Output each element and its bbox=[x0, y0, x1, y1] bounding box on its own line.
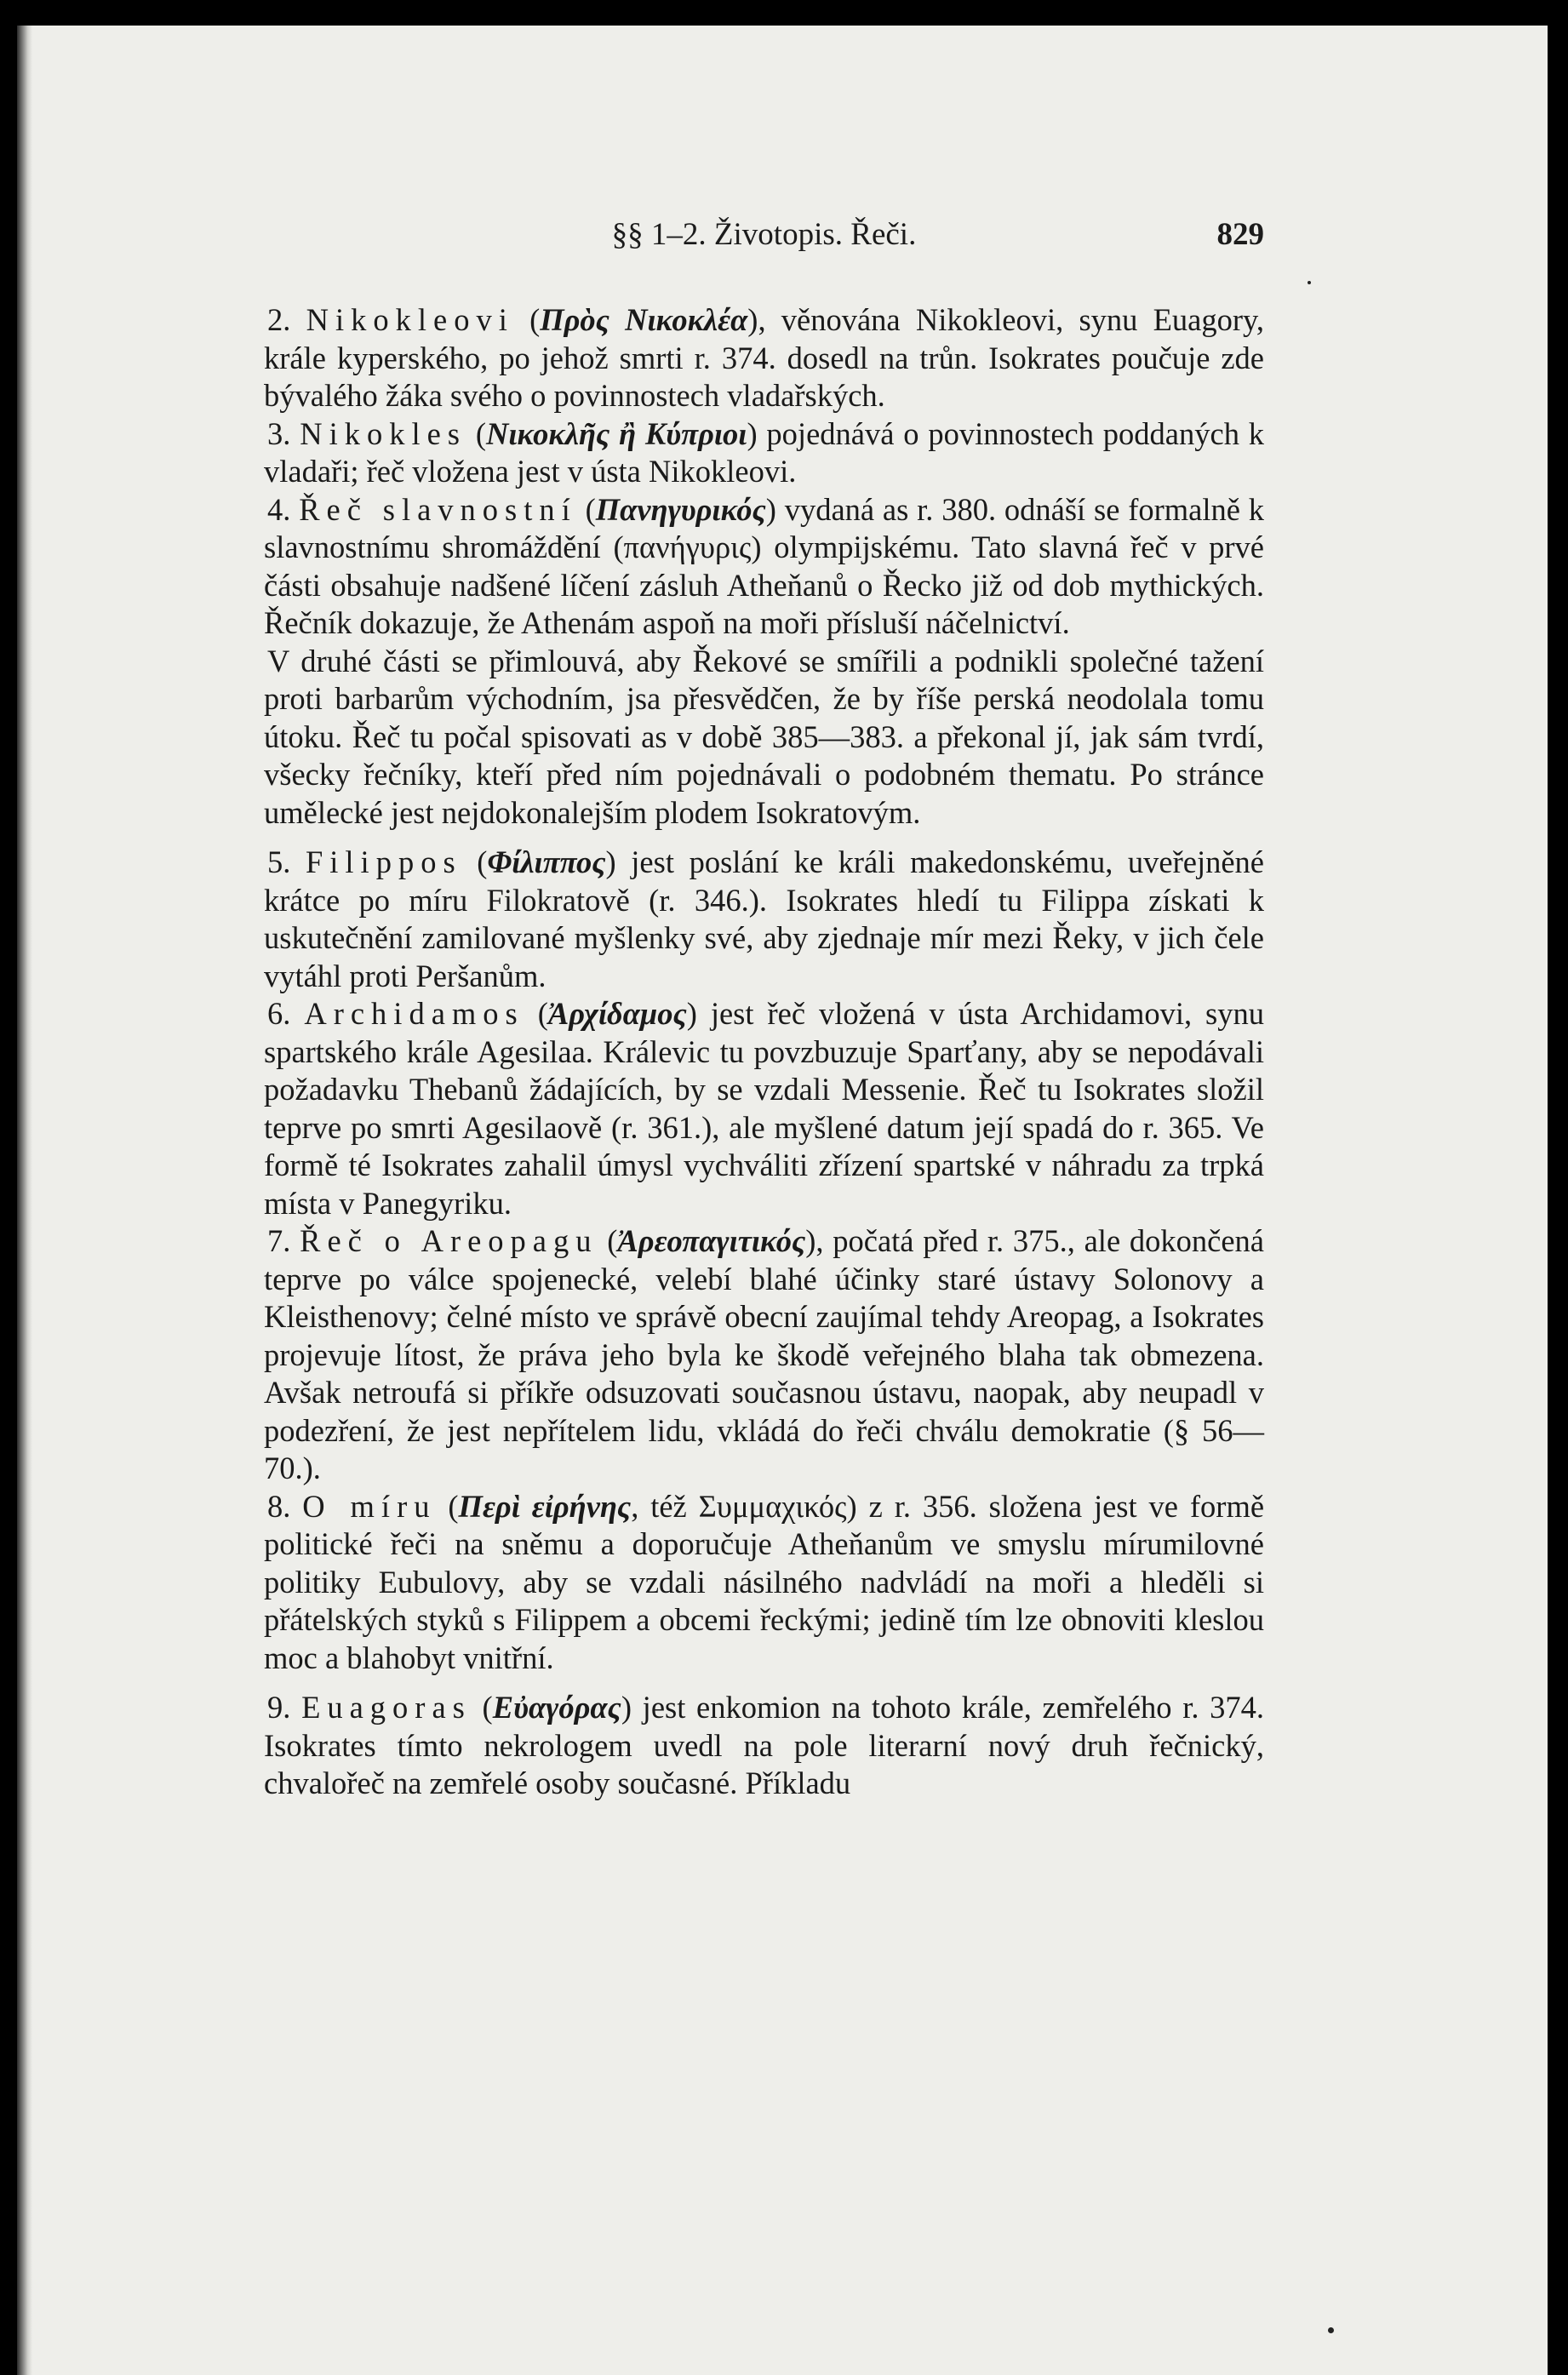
entry-title: Filippos bbox=[305, 844, 462, 879]
running-head: §§ 1–2. Životopis. Řeči. bbox=[611, 217, 917, 252]
body-text bbox=[264, 301, 1264, 1803]
entry-greek-title: Περὶ εἰρήνης bbox=[458, 1488, 632, 1524]
page-header bbox=[264, 216, 1264, 259]
entry-text: jest enkomion na tohoto krále, zemřelého r. 374. Isokrates tímto nekrologem uvedl na pole literarní nový druh řečnický, chvalořeč na zemřelé osoby současné. Příkladu bbox=[264, 1690, 1265, 1800]
entry-text: , počatá před r. 375., ale dokončená teprve po válce spojenecké, velebí blahé účinky staré ústavy Solonovy a Kleisthenovy; čelné místo ve správě obecní zaujímal tehdy Areopag, a Isokrates projevuje lítost, že práva jeho byla ke škodě veřejného blaha tak obmezena. Avšak netroufá si příkře odsuzovati současnou ústavu, naopak, aby neupadl v podezření, že jest nepřítelem lidu, vkládá do řeči chválu demokratie (§ 56—70.). bbox=[264, 1223, 1264, 1485]
entry-greek-title: Φίλιππος bbox=[487, 844, 606, 879]
entry-greek-title: Πρὸς Νικοκλέα bbox=[540, 302, 748, 337]
entry-number: 2. bbox=[267, 302, 291, 337]
entry-paragraph: 9. Euagoras (Εὐαγόρας) jest enkomion na tohoto krále, zemřelého r. 374. Isokrates tímto nekrologem uvedl na pole literarní nový druh řečnický, chvalořeč na zemřelé osoby současné. Příkladu bbox=[264, 1690, 1265, 1800]
entry-text: jest řeč vložená v ústa Archidamovi, synu spartského krále Agesilaa. Králevic tu povzbuzuje Sparťany, aby se nepodávali požadavku Thebanů žádajících, by se vzdali Messenie. Řeč tu Isokrates složil teprve po smrti Agesilaově (r. 361.), ale myšlené datum její spadá do r. 365. Ve formě té Isokrates zahalil úmysl vychváliti zřízení spartské v náhradu za trpká místa v Panegyriku. bbox=[264, 996, 1265, 1221]
entry-number: 6. bbox=[267, 996, 291, 1031]
entry-number: 4. bbox=[267, 491, 291, 527]
entry-paragraph: 8. O míru (Περὶ εἰρήνης, též Συμμαχικός) z r. 356. složena jest ve formě politické řeči na sněmu a doporučuje Atheňanům ve smyslu mírumilovné politiky Eubulovy, aby se vzdali násilného nadvládí na moři a hleděli si přátelských styků s Filippem a obcemi řeckými; jedině tím lze obnoviti kleslou moc a blahobyt vnitřní. bbox=[264, 1488, 1265, 1675]
entry-number: 3. bbox=[267, 415, 291, 451]
entry-text: , též Συμμαχικός) z r. 356. složena jest ve formě politické řeči na sněmu a doporučuje Atheňanům ve smyslu mírumilovné politiky Eubulovy, aby se vzdali násilného nadvládí na moři a hleděli si přátelských styků s Filippem a obcemi řeckými; jedině tím lze obnoviti kleslou moc a blahobyt vnitřní. bbox=[264, 1488, 1265, 1675]
entry-title: Euagoras bbox=[301, 1690, 472, 1725]
entry-title: Archidamos bbox=[304, 996, 524, 1031]
entry-greek-title: Πανηγυρικός bbox=[595, 491, 766, 527]
entry-greek-title: Εὐαγόρας bbox=[492, 1690, 621, 1725]
entry-paragraph: 7. Řeč o Areopagu (Ἀρεοπαγιτικός), počatá před r. 375., ale dokončená teprve po válce spojenecké, velebí blahé účinky staré ústavy Solonovy a Kleisthenovy; čelné místo ve správě obecní zaujímal tehdy Areopag, a Isokrates projevuje lítost, že práva jeho byla ke škodě veřejného blaha tak obmezena. Avšak netroufá si příkře odsuzovati současnou ústavu, naopak, aby neupadl v podezření, že jest nepřítelem lidu, vkládá do řeči chválu demokratie (§ 56—70.). bbox=[264, 1223, 1264, 1485]
entry-number: 7. bbox=[267, 1223, 291, 1258]
entry-text: vydaná as r. 380. odnáší se formalně k slavnostnímu shromáždění (πανήγυρις) olympijskému. Tato slavná řeč v prvé části obsahuje nadšené líčení zásluh Atheňanů o Řecko již od dob mythických. Řečník dokazuje, že Athenám aspoň na moři přísluší náčelnictví. bbox=[264, 491, 1265, 640]
entry-title: Řeč o Areopagu bbox=[300, 1223, 598, 1258]
entry-number: 5. bbox=[267, 844, 291, 879]
entry-greek-title: Ἀρεοπαγιτικός bbox=[617, 1223, 806, 1258]
entry-paragraph: 6. Archidamos (Ἀρχίδαμος) jest řeč vložená v ústa Archidamovi, synu spartského krále Agesilaa. Králevic tu povzbuzuje Sparťany, aby se nepodávali požadavku Thebanů žádajících, by se vzdali Messenie. Řeč tu Isokrates složil teprve po smrti Agesilaově (r. 361.), ale myšlené datum její spadá do r. 365. Ve formě té Isokrates zahalil úmysl vychváliti zřízení spartské v náhradu za trpká místa v Panegyriku. bbox=[264, 996, 1265, 1221]
entry-text: pojednává o povinnostech poddaných k vladaři; řeč vložena jest v ústa Nikokleovi. bbox=[264, 415, 1265, 489]
entry-paragraph: 2. Nikokleovi (Πρὸς Νικοκλέα), věnována Nikokleovi, synu Euagory, krále kyperského, po jehož smrti r. 374. dosedl na trůn. Isokrates poučuje zde bývalého žáka svého o povinnostech vladařských. bbox=[264, 302, 1265, 413]
entry-greek-title: Νικοκλῆς ἢ Κύπριοι bbox=[486, 415, 747, 451]
entry-paragraph: 3. Nikokles (Νικοκλῆς ἢ Κύπριοι) pojednává o povinnostech poddaných k vladaři; řeč vložena jest v ústa Nikokleovi. bbox=[264, 415, 1265, 489]
entry-number: 9. bbox=[267, 1690, 291, 1725]
page-spine-shadow bbox=[17, 26, 32, 2375]
margin-speck bbox=[1328, 2327, 1334, 2333]
page-number: 829 bbox=[1216, 217, 1264, 252]
entry-text: , věnována Nikokleovi, synu Euagory, krále kyperského, po jehož smrti r. 374. dosedl na trůn. Isokrates poučuje zde bývalého žáka svého o povinnostech vladařských. bbox=[264, 302, 1265, 413]
entry-title: Nikokles bbox=[300, 415, 467, 451]
entry-text: V druhé části se přimlouvá, aby Řekové se smířili a podnikli společné tažení proti barbarům východním, jsa přesvědčen, že by říše perská neodolala tomu útoku. Řeč tu počal spisovati as v době 385—383. a překonal jí, jak sám tvrdí, všecky řečníky, kteří před ním pojednávali o podobném thematu. Po stránce umělecké jest nejdokonalejším plodem Isokratovým. bbox=[264, 643, 1264, 830]
entry-greek-title: Ἀρχίδαμος bbox=[547, 996, 687, 1031]
margin-speck bbox=[1308, 281, 1311, 284]
entry-title: Řeč slavnostní bbox=[299, 491, 577, 527]
continuation-paragraph bbox=[264, 643, 1264, 833]
entry-title: O míru bbox=[302, 1488, 437, 1524]
entry-title: Nikokleovi bbox=[306, 302, 514, 337]
entry-text: jest poslání ke králi makedonskému, uveřejněné krátce po míru Filokratově (r. 346.). Isokrates hledí tu Filippa získati k uskutečnění zamilované myšlenky své, aby zjednaje mír mezi Řeky, v jich čele vytáhl proti Peršanům. bbox=[264, 844, 1265, 993]
entry-number: 8. bbox=[267, 1488, 291, 1524]
entry-paragraph: 5. Filippos (Φίλιππος) jest poslání ke králi makedonskému, uveřejněné krátce po míru Filokratově (r. 346.). Isokrates hledí tu Filippa získati k uskutečnění zamilované myšlenky své, aby zjednaje mír mezi Řeky, v jich čele vytáhl proti Peršanům. bbox=[264, 844, 1265, 993]
entry-paragraph: 4. Řeč slavnostní (Πανηγυρικός) vydaná as r. 380. odnáší se formalně k slavnostnímu shromáždění (πανήγυρις) olympijskému. Tato slavná řeč v prvé části obsahuje nadšené líčení zásluh Atheňanů o Řecko již od dob mythických. Řečník dokazuje, že Athenám aspoň na moři přísluší náčelnictví. bbox=[264, 491, 1265, 640]
